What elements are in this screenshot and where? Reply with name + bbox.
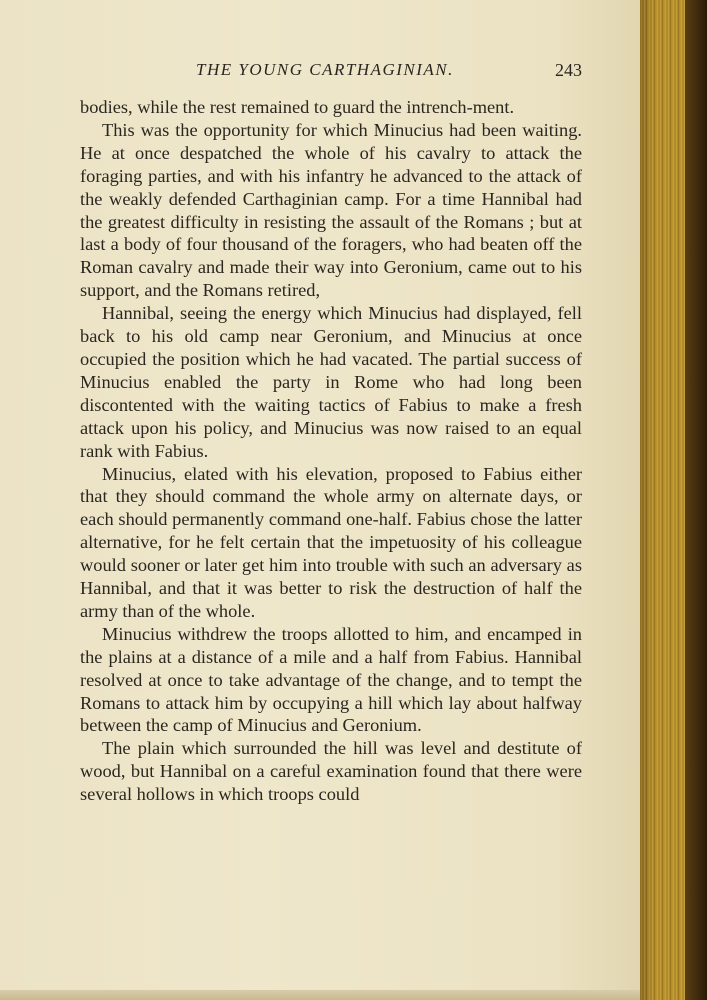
book-cover-edge [685, 0, 707, 1000]
paragraph: Minucius, elated with his elevation, proposed to Fabius either that they should command the whole army on alternate days, or each should permanently command one-half. Fabius chose the latter alternative, for he felt certain that the impetuosity of his colleague would sooner or later get him into trouble with such an adversary as Hannibal, and that it was better to risk the destruction of half the army than of the whole. [80, 463, 582, 621]
page-number: 243 [555, 60, 582, 80]
page-header [80, 60, 582, 86]
running-title: THE YOUNG CARTHAGINIAN. [196, 60, 454, 79]
paragraph: The plain which surrounded the hill was level and destitute of wood, but Hannibal on a careful examination found that there were several hollows in which troops could [80, 738, 582, 805]
paragraph: bodies, while the rest remained to guard the intrench-ment. [80, 97, 515, 117]
paragraph: This was the opportunity for which Minucius had been waiting. He at once despatched the whole of his cavalry to attack the foraging parties, and with his infantry he advanced to the attack of the weakly defended Carthaginian camp. For a time Hannibal had the greatest difficulty in resisting the assault of the Romans ; but at last a body of four thousand of the foragers, who had beaten off the Roman cavalry and made their way into Geronium, came out to his support, and the Romans retired, [80, 119, 582, 301]
paragraph: Minucius withdrew the troops allotted to him, and encamped in the plains at a distance of a mile and a half from Fabius. Hannibal resolved at once to take advantage of the change, and to tempt the Romans to attack him by occupying a hill which lay about halfway between the camp of Minucius and Geronium. [80, 623, 582, 736]
body-text [80, 96, 582, 806]
page-bottom-edge [0, 990, 652, 1000]
gutter-shadow [640, 0, 654, 1000]
paragraph: Hannibal, seeing the energy which Minucius had displayed, fell back to his old camp near Geronium, and Minucius at once occupied the position which he had vacated. The partial success of Minucius enabled the party in Rome who had long been discontented with the waiting tactics of Fabius to make a fresh attack upon his policy, and Minucius was now raised to an equal rank with Fabius. [80, 303, 582, 461]
book-page-edges [640, 0, 707, 1000]
